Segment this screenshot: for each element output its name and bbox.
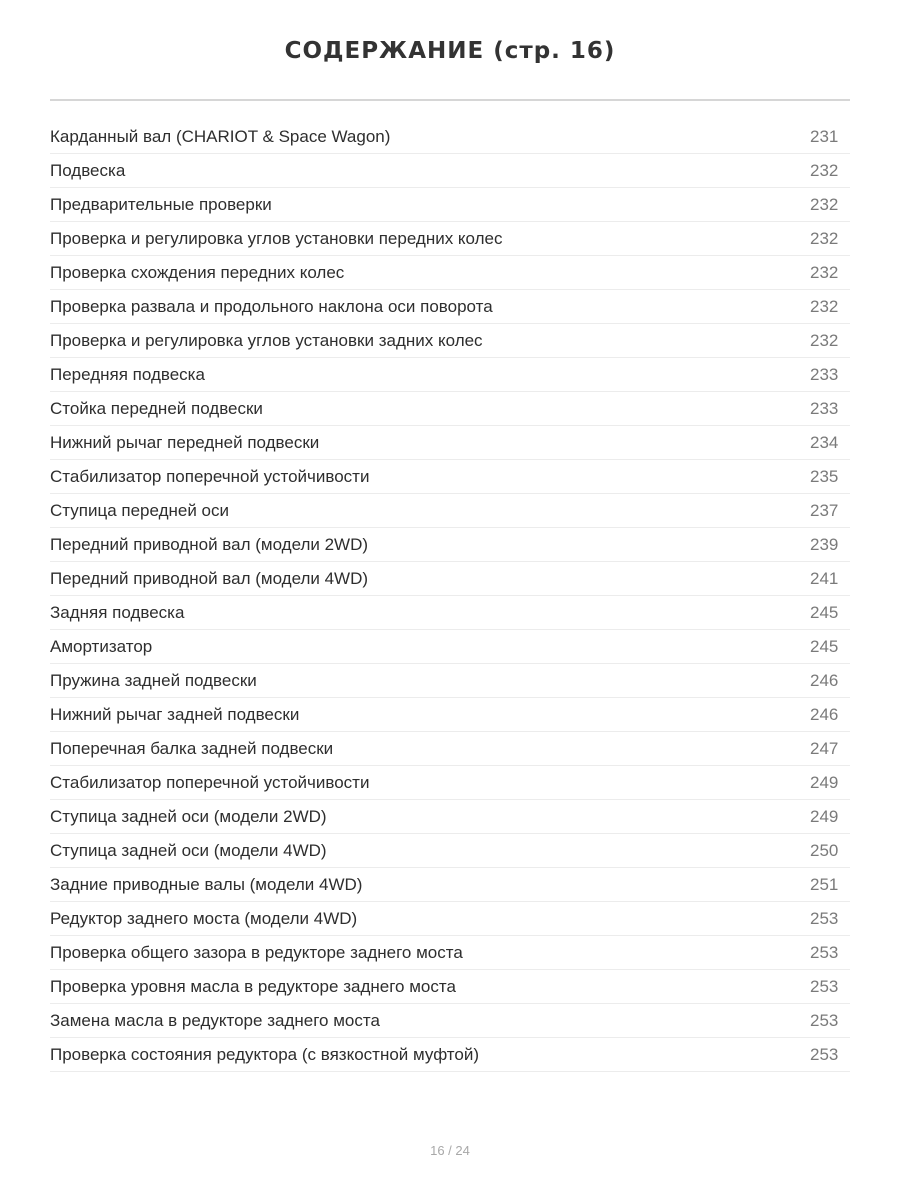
toc-entry-page: 253: [810, 1010, 839, 1030]
toc-entry-page: 234: [810, 432, 839, 452]
toc-entry[interactable]: [50, 120, 850, 154]
toc-entry-title: Проверка состояния редуктора (с вязкостной муфтой): [50, 1044, 480, 1064]
toc-entry[interactable]: [50, 290, 850, 324]
toc-entry[interactable]: [50, 358, 850, 392]
toc-entry-page: 245: [810, 636, 839, 656]
toc-entry-page: 232: [810, 262, 839, 282]
toc-entry-title: Карданный вал (CHARIOT & Space Wagon): [50, 126, 391, 146]
toc-entry-page: 232: [810, 194, 839, 214]
toc-entry-title: Проверка и регулировка углов установки задних колес: [50, 330, 483, 350]
toc-entry-title: Стабилизатор поперечной устойчивости: [50, 772, 370, 792]
toc-entry-title: Стабилизатор поперечной устойчивости: [50, 466, 370, 486]
toc-entry[interactable]: [50, 494, 850, 528]
toc-entry-page: 239: [810, 534, 839, 554]
toc-entry[interactable]: [50, 562, 850, 596]
toc-entry[interactable]: [50, 324, 850, 358]
toc-entry-page: 253: [810, 942, 839, 962]
toc-entry-page: 245: [810, 602, 839, 622]
toc-entry-page: 246: [810, 704, 839, 724]
toc-entry-page: 231: [810, 126, 839, 146]
page-indicator: 16 / 24: [430, 1143, 470, 1158]
toc-entry[interactable]: [50, 426, 850, 460]
toc-entry-title: Проверка схождения передних колес: [50, 262, 345, 282]
toc-entry-page: 253: [810, 1044, 839, 1064]
toc-entry-title: Предварительные проверки: [50, 194, 272, 214]
toc-entry-page: 251: [810, 874, 839, 894]
toc-entry-title: Нижний рычаг передней подвески: [50, 432, 320, 452]
toc-entry-title: Проверка развала и продольного наклона оси поворота: [50, 296, 493, 316]
toc-entry-title: Передний приводной вал (модели 2WD): [50, 534, 369, 554]
toc-entry[interactable]: [50, 970, 850, 1004]
toc-entry[interactable]: [50, 902, 850, 936]
toc-entry[interactable]: [50, 834, 850, 868]
toc-entry-page: 237: [810, 500, 839, 520]
toc-entry-page: 253: [810, 976, 839, 996]
toc-entry[interactable]: [50, 392, 850, 426]
toc-entry-title: Пружина задней подвески: [50, 670, 257, 690]
toc-entry-page: 232: [810, 330, 839, 350]
toc-entry-page: 249: [810, 806, 839, 826]
toc-entry[interactable]: [50, 868, 850, 902]
table-of-contents: [50, 120, 850, 1072]
toc-entry[interactable]: [50, 800, 850, 834]
toc-entry[interactable]: [50, 154, 850, 188]
toc-entry[interactable]: [50, 1004, 850, 1038]
toc-entry-page: 253: [810, 908, 839, 928]
toc-entry[interactable]: [50, 698, 850, 732]
toc-entry-page: 250: [810, 840, 839, 860]
toc-entry[interactable]: [50, 222, 850, 256]
toc-entry-title: Подвеска: [50, 160, 126, 180]
toc-entry-title: Ступица задней оси (модели 4WD): [50, 840, 327, 860]
toc-entry[interactable]: [50, 596, 850, 630]
toc-entry-page: 232: [810, 228, 839, 248]
toc-entry-title: Проверка и регулировка углов установки передних колес: [50, 228, 503, 248]
toc-entry-page: 249: [810, 772, 839, 792]
page-title: СОДЕРЖАНИЕ (стр. 16): [284, 38, 616, 64]
toc-entry[interactable]: [50, 630, 850, 664]
toc-entry-title: Проверка общего зазора в редукторе заднего моста: [50, 942, 463, 962]
toc-entry-page: 247: [810, 738, 839, 758]
toc-entry-page: 233: [810, 364, 839, 384]
toc-entry-title: Замена масла в редукторе заднего моста: [50, 1010, 380, 1030]
toc-entry[interactable]: [50, 664, 850, 698]
toc-entry[interactable]: [50, 1038, 850, 1072]
toc-entry-page: 246: [810, 670, 839, 690]
toc-entry-page: 232: [810, 160, 839, 180]
toc-entry-page: 232: [810, 296, 839, 316]
toc-entry-title: Проверка уровня масла в редукторе заднего моста: [50, 976, 456, 996]
toc-entry-title: Стойка передней подвески: [50, 398, 263, 418]
toc-entry[interactable]: [50, 528, 850, 562]
toc-entry-title: Передний приводной вал (модели 4WD): [50, 568, 369, 588]
toc-entry-title: Ступица передней оси: [50, 500, 229, 520]
toc-entry[interactable]: [50, 256, 850, 290]
toc-entry-title: Поперечная балка задней подвески: [50, 738, 334, 758]
toc-entry[interactable]: [50, 188, 850, 222]
toc-entry[interactable]: [50, 732, 850, 766]
toc-entry[interactable]: [50, 460, 850, 494]
toc-entry[interactable]: [50, 766, 850, 800]
toc-entry-title: Амортизатор: [50, 636, 153, 656]
title-divider: [50, 99, 850, 101]
toc-entry-title: Ступица задней оси (модели 2WD): [50, 806, 327, 826]
toc-entry-title: Нижний рычаг задней подвески: [50, 704, 300, 724]
toc-entry-page: 235: [810, 466, 839, 486]
toc-entry-title: Задняя подвеска: [50, 602, 185, 622]
toc-entry-title: Передняя подвеска: [50, 364, 205, 384]
toc-entry-title: Редуктор заднего моста (модели 4WD): [50, 908, 358, 928]
toc-entry-page: 233: [810, 398, 839, 418]
toc-entry[interactable]: [50, 936, 850, 970]
toc-entry-page: 241: [810, 568, 839, 588]
toc-entry-title: Задние приводные валы (модели 4WD): [50, 874, 363, 894]
